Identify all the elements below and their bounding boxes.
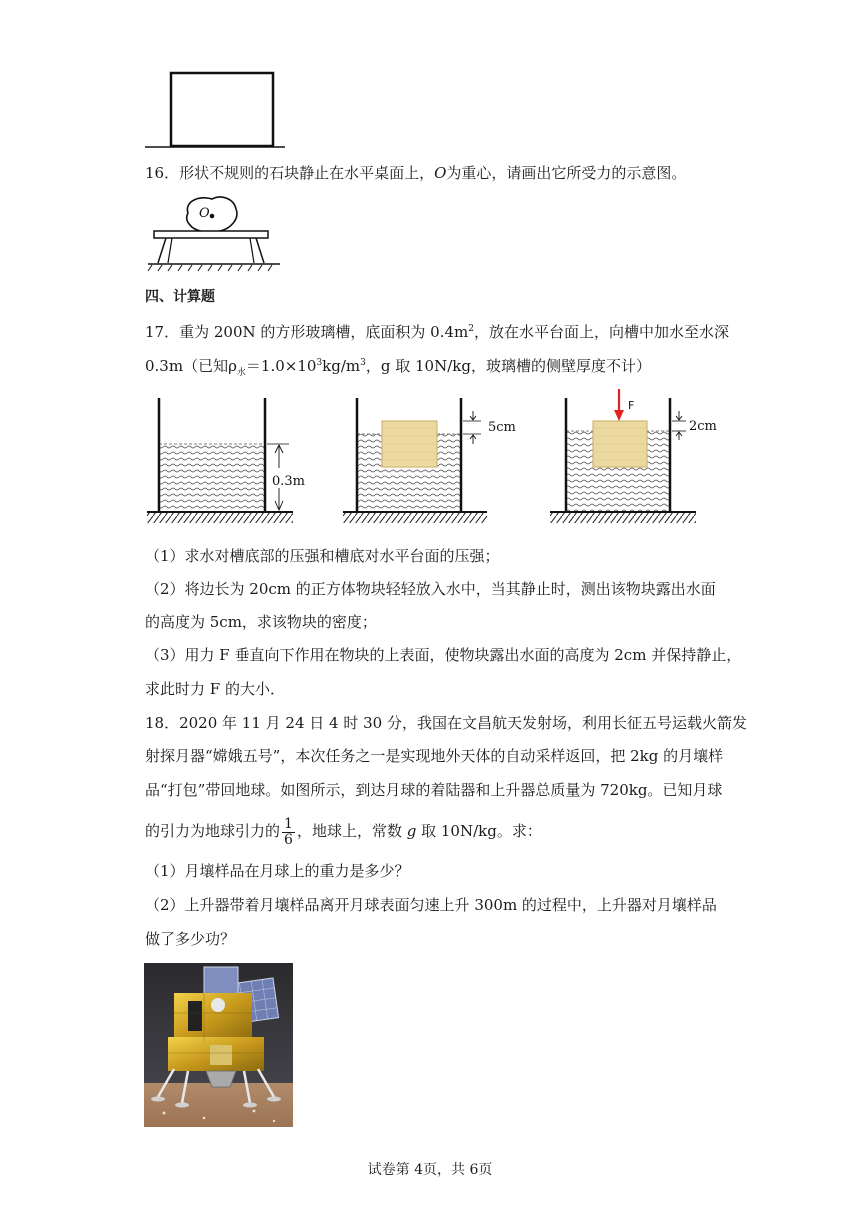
q17-sub3-line2: 求此时力 F 的大小． (145, 680, 285, 698)
q16-stone-table-figure (148, 193, 283, 275)
q17-tank-figure-1 (147, 396, 306, 526)
fraction-one-sixth: $\frac{1}{6}$ (284, 815, 293, 848)
q17-tank-figure-2 (343, 396, 523, 526)
q17-tank-figure-3 (550, 388, 730, 528)
depth-label: 0.3m (272, 474, 306, 489)
q17-line2: 0.3m（已知$\rho_水=1.0\times 10^3kg/m^3$，g 取 10N/kg，玻璃槽的侧壁厚度不计） (145, 357, 651, 378)
exposed-height-label-5cm: 5cm (488, 420, 516, 435)
q18-sub2-line1: （2）上升器带着月壤样品离开月球表面匀速上升 300m 的过程中，上升器对月壤样品 (145, 896, 717, 914)
force-arrow-icon (614, 410, 624, 421)
q17-line1: 17．重为 200N 的方形玻璃槽，底面积为 $0.4m^2$，放在水平台面上，向槽中加水至水深 (145, 323, 729, 341)
q15-figure (145, 68, 285, 152)
q16-o-label: O (199, 206, 210, 221)
exposed-height-label-2cm: 2cm (689, 419, 717, 434)
force-label: F (628, 399, 635, 412)
lunar-lander-photo (144, 963, 293, 1127)
q17-sub2-line2: 的高度为 5cm，求该物块的密度； (145, 613, 377, 631)
q18-line1: 18．2020 年 11 月 24 日 4 时 30 分，我国在文昌航天发射场，利用长征五号运载火箭发 (145, 714, 747, 732)
q18-sub2-line2: 做了多少功？ (145, 930, 236, 948)
q17-sub1: （1）求水对槽底部的压强和槽底对水平台面的压强； (145, 547, 500, 565)
page-footer: 试卷第 4页，共 6页 (367, 1162, 493, 1178)
center-of-gravity-dot (210, 214, 215, 219)
q16-text: 16．形状不规则的石块静止在水平桌面上，O为重心，请画出它所受力的示意图。 (145, 164, 687, 182)
q17-sub3-line1: （3）用力 F 垂直向下作用在物块的上表面，使物块露出水面的高度为 2cm 并保持静止， (145, 646, 742, 664)
section-title: 四、计算题 (145, 289, 215, 305)
q18-line4: 的引力为地球引力的 $\frac{1}{6}$ ，地球上，常数 g 取 10N/kg。求： (145, 815, 542, 848)
q17-sub2-line1: （2）将边长为 20cm 的正方体物块轻轻放入水中，当其静止时，测出该物块露出水面 (145, 580, 716, 598)
q18-line3: 品“打包”带回地球。如图所示，到达月球的着陆器和上升器总质量为 720kg。已知月球 (145, 781, 723, 799)
q18-line2: 射探月器“嫦娥五号”，本次任务之一是实现地外天体的自动采样返回，把 2kg 的月壤样 (145, 747, 724, 765)
q18-sub1: （1）月壤样品在月球上的重力是多少？ (145, 862, 410, 880)
